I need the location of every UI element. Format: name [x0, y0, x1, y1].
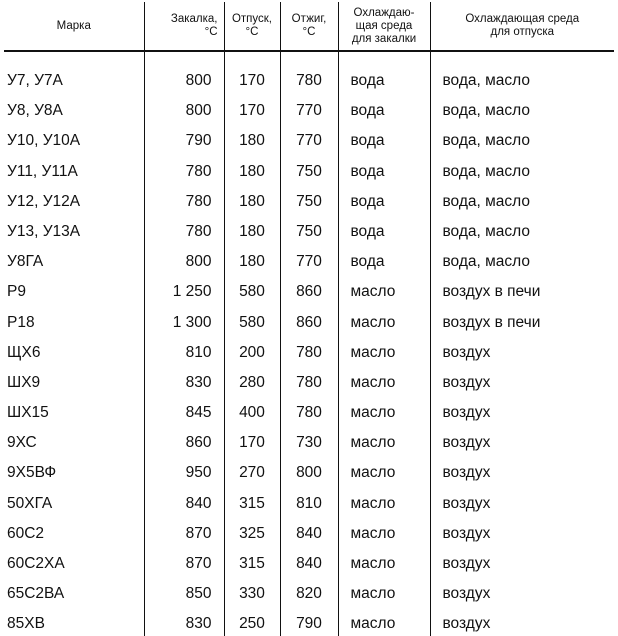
cell-mark: 65С2ВА	[7, 585, 65, 603]
cell-quench-medium: вода	[338, 93, 430, 123]
cell-temper-medium: вода, масло	[430, 93, 614, 123]
table-row	[4, 214, 614, 244]
cell-anneal-temp: 730	[280, 425, 338, 455]
cell-anneal-temp: 750	[280, 214, 338, 244]
cell-mark: У8, У8А	[7, 102, 63, 120]
cell-temper-medium: воздух в печи	[430, 304, 614, 334]
cell-quench-temp: 800	[144, 244, 224, 274]
cell-temper-medium: воздух	[430, 335, 614, 365]
header-temper-temp: Отпуск, °С	[224, 2, 280, 51]
cell-quench-medium: масло	[338, 485, 430, 515]
cell-temper-temp: 250	[224, 606, 280, 636]
table-row	[4, 485, 614, 515]
cell-mark: 85ХВ	[7, 615, 45, 633]
cell-anneal-temp: 770	[280, 244, 338, 274]
cell-temper-medium: воздух	[430, 546, 614, 576]
cell-temper-medium: вода, масло	[430, 51, 614, 93]
cell-temper-medium: воздух	[430, 485, 614, 515]
header-row	[4, 2, 614, 51]
cell-mark: 50ХГА	[7, 494, 53, 512]
table-row	[4, 244, 614, 274]
cell-temper-medium: вода, масло	[430, 214, 614, 244]
table-row	[4, 365, 614, 395]
cell-anneal-temp: 800	[280, 455, 338, 485]
table-row	[4, 51, 614, 93]
cell-temper-temp: 170	[224, 425, 280, 455]
cell-quench-medium: вода	[338, 153, 430, 183]
table-row	[4, 455, 614, 485]
cell-temper-temp: 315	[224, 546, 280, 576]
cell-temper-medium: вода, масло	[430, 244, 614, 274]
cell-temper-medium: воздух	[430, 576, 614, 606]
table-body	[4, 51, 614, 636]
cell-temper-temp: 180	[224, 244, 280, 274]
cell-quench-temp: 1 250	[144, 274, 224, 304]
cell-mark: У12, У12А	[7, 192, 81, 210]
cell-temper-medium: вода, масло	[430, 153, 614, 183]
cell-quench-medium: масло	[338, 425, 430, 455]
table-row	[4, 425, 614, 455]
table-row	[4, 606, 614, 636]
cell-temper-medium: вода, масло	[430, 123, 614, 153]
header-quench-temp: Закалка, °С	[144, 2, 224, 51]
cell-temper-medium: воздух	[430, 395, 614, 425]
cell-temper-temp: 180	[224, 153, 280, 183]
cell-quench-medium: вода	[338, 184, 430, 214]
cell-quench-temp: 840	[144, 485, 224, 515]
cell-quench-temp: 780	[144, 153, 224, 183]
heat-treatment-table-container	[4, 2, 614, 636]
cell-temper-temp: 180	[224, 123, 280, 153]
table-row	[4, 93, 614, 123]
cell-quench-medium: масло	[338, 606, 430, 636]
cell-temper-temp: 270	[224, 455, 280, 485]
cell-mark: У8ГА	[7, 253, 44, 271]
cell-mark: ШХ9	[7, 373, 41, 391]
cell-anneal-temp: 770	[280, 123, 338, 153]
table-row	[4, 123, 614, 153]
table-row	[4, 395, 614, 425]
cell-quench-medium: вода	[338, 123, 430, 153]
cell-quench-temp: 780	[144, 184, 224, 214]
cell-temper-temp: 330	[224, 576, 280, 606]
cell-quench-temp: 810	[144, 335, 224, 365]
table-row	[4, 546, 614, 576]
cell-quench-temp: 1 300	[144, 304, 224, 334]
cell-anneal-temp: 860	[280, 274, 338, 304]
cell-anneal-temp: 840	[280, 516, 338, 546]
cell-temper-temp: 580	[224, 274, 280, 304]
cell-temper-medium: воздух	[430, 455, 614, 485]
cell-mark: У10, У10А	[7, 132, 81, 150]
cell-anneal-temp: 840	[280, 546, 338, 576]
cell-anneal-temp: 810	[280, 485, 338, 515]
cell-quench-temp: 780	[144, 214, 224, 244]
heat-treatment-table	[4, 2, 614, 636]
table-header	[4, 2, 614, 51]
cell-anneal-temp: 780	[280, 335, 338, 365]
cell-quench-temp: 790	[144, 123, 224, 153]
table-row	[4, 274, 614, 304]
cell-quench-temp: 800	[144, 93, 224, 123]
cell-mark: 60С2ХА	[7, 555, 65, 572]
cell-anneal-temp: 780	[280, 395, 338, 425]
cell-anneal-temp: 860	[280, 304, 338, 334]
table-row	[4, 335, 614, 365]
table-row	[4, 576, 614, 606]
cell-quench-medium: масло	[338, 274, 430, 304]
cell-temper-medium: воздух	[430, 606, 614, 636]
cell-quench-temp: 830	[144, 365, 224, 395]
cell-quench-temp: 870	[144, 516, 224, 546]
cell-quench-medium: масло	[338, 516, 430, 546]
cell-temper-temp: 400	[224, 395, 280, 425]
cell-mark: У7, У7А	[7, 72, 63, 89]
cell-quench-medium: масло	[338, 455, 430, 485]
table-row	[4, 516, 614, 546]
header-quench-medium: Охлаждаю- щая среда для закалки	[338, 2, 430, 51]
cell-temper-temp: 170	[224, 93, 280, 123]
cell-temper-temp: 180	[224, 214, 280, 244]
cell-quench-medium: масло	[338, 395, 430, 425]
cell-temper-temp: 280	[224, 365, 280, 395]
cell-temper-temp: 325	[224, 516, 280, 546]
cell-mark: У11, У11А	[7, 162, 78, 180]
cell-mark: 9Х5ВФ	[7, 464, 57, 482]
cell-anneal-temp: 790	[280, 606, 338, 636]
cell-quench-temp: 800	[144, 51, 224, 93]
cell-mark: Р18	[7, 313, 35, 331]
cell-temper-medium: воздух	[430, 516, 614, 546]
cell-quench-medium: масло	[338, 304, 430, 334]
cell-mark: ШХ15	[7, 404, 49, 422]
cell-anneal-temp: 820	[280, 576, 338, 606]
cell-temper-temp: 580	[224, 304, 280, 334]
cell-quench-temp: 950	[144, 455, 224, 485]
cell-temper-temp: 315	[224, 485, 280, 515]
cell-mark: Р9	[7, 283, 26, 301]
header-mark: Марка	[4, 2, 144, 51]
header-anneal-temp: Отжиг, °С	[280, 2, 338, 51]
cell-mark: 9ХС	[7, 434, 37, 452]
cell-temper-temp: 180	[224, 184, 280, 214]
cell-anneal-temp: 780	[280, 365, 338, 395]
cell-quench-medium: масло	[338, 335, 430, 365]
cell-quench-temp: 830	[144, 606, 224, 636]
cell-temper-medium: воздух	[430, 425, 614, 455]
cell-quench-medium: вода	[338, 244, 430, 274]
cell-anneal-temp: 770	[280, 93, 338, 123]
cell-quench-temp: 870	[144, 546, 224, 576]
cell-anneal-temp: 750	[280, 153, 338, 183]
cell-quench-temp: 850	[144, 576, 224, 606]
cell-mark: ЩХ6	[7, 343, 41, 361]
table-row	[4, 153, 614, 183]
cell-anneal-temp: 780	[280, 51, 338, 93]
header-temper-medium: Охлаждающая среда для отпуска	[430, 2, 614, 51]
cell-mark: У13, У13А	[7, 222, 81, 240]
table-row	[4, 184, 614, 214]
cell-temper-medium: воздух в печи	[430, 274, 614, 304]
cell-quench-temp: 845	[144, 395, 224, 425]
cell-quench-temp: 860	[144, 425, 224, 455]
cell-mark: 60С2	[7, 524, 45, 542]
cell-anneal-temp: 750	[280, 184, 338, 214]
cell-quench-medium: масло	[338, 546, 430, 576]
cell-quench-medium: масло	[338, 365, 430, 395]
cell-temper-medium: вода, масло	[430, 184, 614, 214]
cell-temper-temp: 170	[224, 51, 280, 93]
cell-temper-temp: 200	[224, 335, 280, 365]
cell-quench-medium: вода	[338, 214, 430, 244]
cell-quench-medium: масло	[338, 576, 430, 606]
table-row	[4, 304, 614, 334]
cell-quench-medium: вода	[338, 51, 430, 93]
cell-temper-medium: воздух	[430, 365, 614, 395]
